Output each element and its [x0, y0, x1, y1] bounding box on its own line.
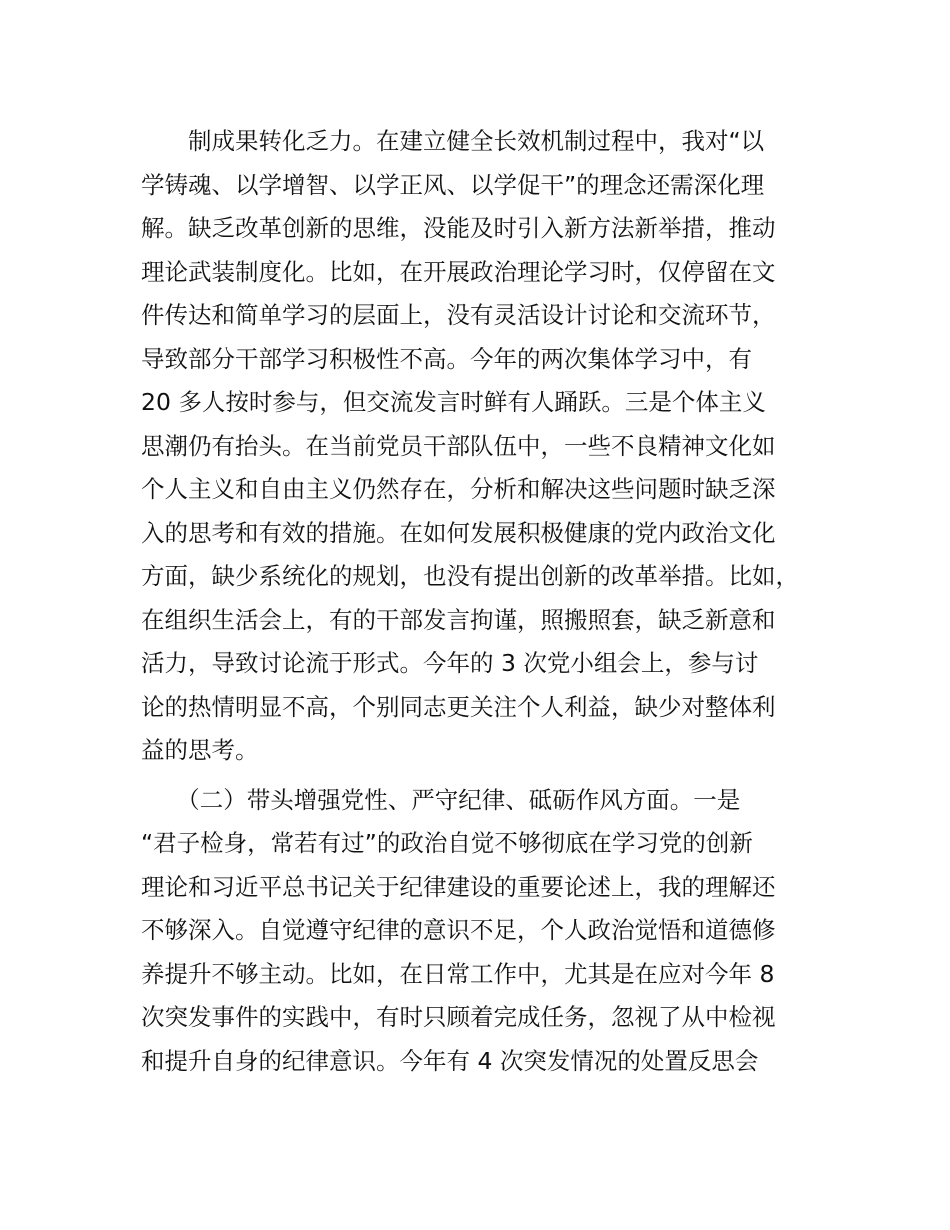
text-line: 和提升自身的纪律意识。今年有 4 次突发情况的处置反思会 — [141, 1047, 759, 1075]
text-line: 制成果转化乏力。在建立健全长效机制过程中，我对“以 — [141, 127, 765, 155]
text-line: 件传达和简单学习的层面上，没有灵活设计讨论和交流环节， — [141, 301, 776, 329]
text-line: 思潮仍有抬头。在当前党员干部队伍中，一些不良精神文化如 — [141, 432, 776, 460]
text-line: 方面，缺少系统化的规划，也没有提出创新的改革举措。比如， — [141, 562, 799, 590]
text-line: 理论武装制度化。比如，在开展政治理论学习时，仅停留在文 — [141, 258, 776, 286]
text-line: 论的热情明显不高，个别同志更关注个人利益，缺少对整体利 — [141, 693, 776, 721]
text-line: 入的思考和有效的措施。在如何发展积极健康的党内政治文化 — [141, 519, 776, 547]
text-line: 20 多人按时参与，但交流发言时鲜有人踊跃。三是个体主义 — [141, 388, 766, 416]
text-line: 解。缺乏改革创新的思维，没能及时引入新方法新举措，推动 — [141, 214, 776, 242]
text-line: 活力，导致讨论流于形式。今年的 3 次党小组会上，参与讨 — [141, 649, 759, 677]
text-line: 理论和习近平总书记关于纪律建设的重要论述上，我的理解还 — [141, 873, 776, 901]
text-line: 在组织生活会上，有的干部发言拘谨，照搬照套，缺乏新意和 — [141, 606, 776, 634]
text-line: 不够深入。自觉遵守纪律的意识不足，个人政治觉悟和道德修 — [141, 916, 776, 944]
text-line: “君子检身，常若有过”的政治自觉不够彻底在学习党的创新 — [141, 829, 753, 857]
text-line: 益的思考。 — [141, 736, 259, 764]
text-line: 导致部分干部学习积极性不高。今年的两次集体学习中，有 — [141, 345, 752, 373]
text-line: 养提升不够主动。比如，在日常工作中，尤其是在应对今年 8 — [141, 960, 775, 988]
text-line: 个人主义和自由主义仍然存在，分析和解决这些问题时缺乏深 — [141, 475, 776, 503]
text-line: （二）带头增强党性、严守纪律、砥砺作风方面。一是 — [141, 786, 741, 814]
text-line: 次突发事件的实践中，有时只顾着完成任务，忽视了从中检视 — [141, 1003, 776, 1031]
text-line: 学铸魂、以学增智、以学正风、以学促干”的理念还需深化理 — [141, 171, 765, 199]
